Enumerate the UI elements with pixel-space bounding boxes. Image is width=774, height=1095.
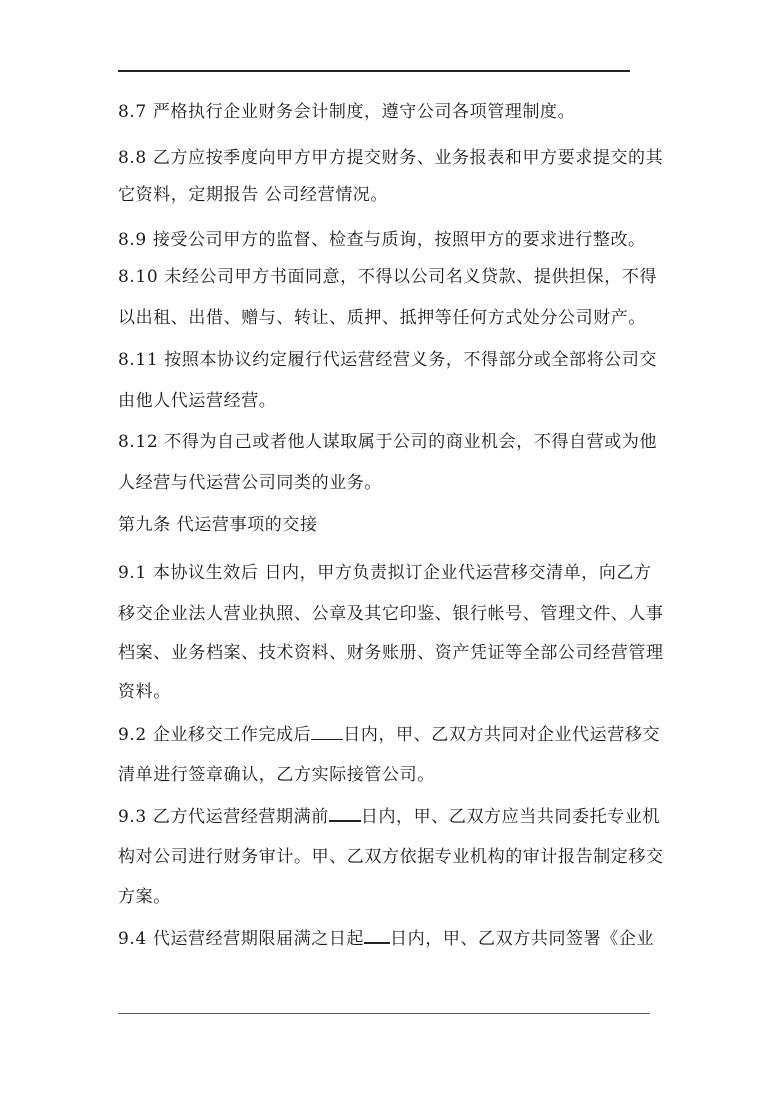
article-9-heading: 第九条 代运营事项的交接 bbox=[118, 515, 318, 535]
clause-8-12-line-1: 8.12 不得为自己或者他人谋取属于公司的商业机会，不得自营或为他 bbox=[118, 432, 658, 452]
clause-8-8-line-1: 8.8 乙方应按季度向甲方甲方提交财务、业务报表和甲方要求提交的其 bbox=[118, 148, 664, 168]
header-divider bbox=[118, 70, 630, 72]
clause-9-1-line-2: 移交企业法人营业执照、公章及其它印鉴、银行帐号、管理文件、人事 bbox=[118, 604, 664, 624]
clause-8-11-line-2: 由他人代运营经营。 bbox=[118, 391, 277, 411]
fill-in-blank bbox=[311, 722, 343, 740]
footer-divider bbox=[118, 1013, 650, 1014]
clause-9-1-line-1: 9.1 本协议生效后 日内，甲方负责拟订企业代运营移交清单，向乙方 bbox=[118, 563, 652, 583]
clause-8-10-line-2: 以出租、出借、赠与、转让、质押、抵押等任何方式处分公司财产。 bbox=[118, 308, 646, 328]
clause-9-3-line-1 bbox=[118, 803, 660, 829]
clause-9-3-text-after-blank: 日内，甲、乙双方应当共同委托专业机 bbox=[360, 807, 661, 827]
clause-9-4-line-1 bbox=[118, 925, 654, 951]
clause-9-2-line-2: 清单进行签章确认，乙方实际接管公司。 bbox=[118, 765, 435, 785]
clause-9-1-line-4: 资料。 bbox=[118, 682, 171, 702]
clause-8-12-line-2: 人经营与代运营公司同类的业务。 bbox=[118, 473, 382, 493]
clause-9-2-text-after-blank: 日内，甲、乙双方共同对企业代运营移交 bbox=[343, 725, 661, 745]
clause-8-10-line-1: 8.10 未经公司甲方书面同意，不得以公司名义贷款、提供担保，不得 bbox=[118, 267, 658, 287]
clause-8-8-line-2: 它资料，定期报告 公司经营情况。 bbox=[118, 185, 389, 205]
clause-9-1-line-3: 档案、业务档案、技术资料、财务账册、资产凭证等全部公司经营管理 bbox=[118, 643, 664, 663]
clause-9-3-line-2: 构对公司进行财务审计。甲、乙双方依据专业机构的审计报告制定移交 bbox=[118, 847, 664, 867]
clause-9-3-line-3: 方案。 bbox=[118, 887, 171, 907]
fill-in-blank bbox=[329, 803, 361, 822]
fill-in-blank bbox=[364, 925, 390, 944]
clause-9-3-text-before-blank: 9.3 乙方代运营经营期满前 bbox=[118, 807, 329, 827]
clause-9-4-text-after-blank: 日内，甲、乙双方共同签署《企业 bbox=[390, 929, 655, 949]
clause-8-7: 8.7 严格执行企业财务会计制度，遵守公司各项管理制度。 bbox=[118, 102, 576, 122]
clause-9-4-text-before-blank: 9.4 代运营经营期限届满之日起 bbox=[118, 929, 365, 949]
clause-8-11-line-1: 8.11 按照本协议约定履行代运营经营义务，不得部分或全部将公司交 bbox=[118, 350, 658, 370]
clause-9-2-text-before-blank: 9.2 企业移交工作完成后 bbox=[118, 725, 312, 745]
clause-8-9: 8.9 接受公司甲方的监督、检查与质询，按照甲方的要求进行整改。 bbox=[118, 230, 646, 250]
clause-9-2-line-1 bbox=[118, 722, 660, 747]
